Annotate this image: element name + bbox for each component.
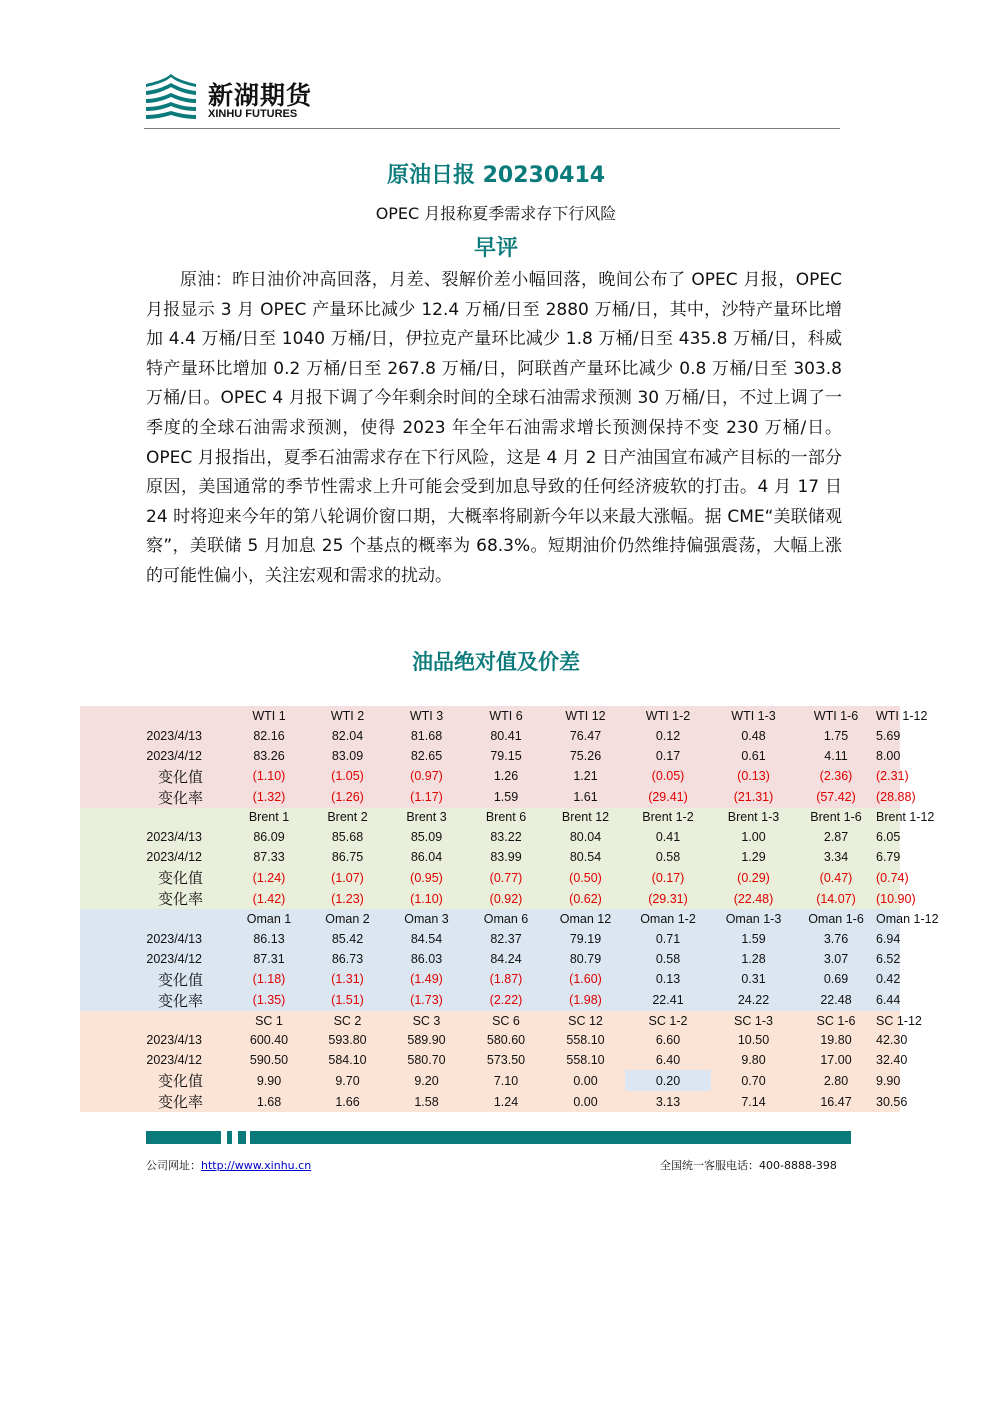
- table-cell: 86.73: [308, 949, 387, 969]
- column-header: Oman 3: [387, 909, 466, 929]
- table-row: [80, 990, 900, 1011]
- table-cell: 84.54: [387, 929, 466, 949]
- table-cell: (1.42): [230, 888, 308, 909]
- table-cell: (29.31): [625, 888, 711, 909]
- table-cell: (2.36): [796, 766, 876, 787]
- table-cell: 22.41: [625, 990, 711, 1011]
- table-cell: (2.22): [466, 990, 546, 1011]
- column-header: Brent 2: [308, 808, 387, 828]
- column-header: Brent 1-12: [876, 808, 900, 828]
- footer-hotline: 全国统一客服电话：400-8888-398: [660, 1159, 837, 1172]
- table-cell: 1.29: [711, 847, 796, 867]
- table-cell: 85.09: [387, 827, 466, 847]
- row-label: 变化值: [80, 1070, 230, 1091]
- column-header: SC 12: [546, 1011, 625, 1031]
- table-cell: 22.48: [796, 990, 876, 1011]
- logo-english-name: XINHU FUTURES: [208, 108, 298, 120]
- table-cell: 32.40: [876, 1050, 900, 1070]
- column-header: WTI 1: [230, 706, 308, 726]
- table-cell: 8.00: [876, 746, 900, 766]
- table-cell: 80.54: [546, 847, 625, 867]
- table-cell: (57.42): [796, 787, 876, 808]
- column-header: WTI 2: [308, 706, 387, 726]
- column-header: WTI 3: [387, 706, 466, 726]
- table-cell: 5.69: [876, 726, 900, 746]
- table-cell: 6.05: [876, 827, 900, 847]
- table-cell: (29.41): [625, 787, 711, 808]
- row-label: 变化值: [80, 766, 230, 787]
- column-header: Oman 1: [230, 909, 308, 929]
- column-header: Oman 12: [546, 909, 625, 929]
- table-cell: 0.61: [711, 746, 796, 766]
- column-header: SC 2: [308, 1011, 387, 1031]
- header-divider: [144, 128, 840, 129]
- table-cell: 1.61: [546, 787, 625, 808]
- table-cell: (1.35): [230, 990, 308, 1011]
- table-row: [80, 746, 900, 766]
- table-cell: 0.13: [625, 969, 711, 990]
- website-link[interactable]: http://www.xinhu.cn: [201, 1159, 312, 1172]
- table-row: [80, 1050, 900, 1070]
- table-cell: (14.07): [796, 888, 876, 909]
- table-cell: 85.68: [308, 827, 387, 847]
- table-cell: (0.77): [466, 867, 546, 888]
- table-cell: (1.10): [230, 766, 308, 787]
- table-cell: (0.62): [546, 888, 625, 909]
- column-header: Brent 1-2: [625, 808, 711, 828]
- table-cell: (28.88): [876, 787, 900, 808]
- table-cell: 3.76: [796, 929, 876, 949]
- row-label: 变化率: [80, 787, 230, 808]
- column-header: Oman 1-3: [711, 909, 796, 929]
- row-label: 2023/4/13: [80, 827, 230, 847]
- table-cell: 0.00: [546, 1070, 625, 1091]
- table-cell: (0.50): [546, 867, 625, 888]
- table-cell: (1.60): [546, 969, 625, 990]
- table-cell: 84.24: [466, 949, 546, 969]
- header-blank-cell: [80, 909, 230, 929]
- table-cell: (0.74): [876, 867, 900, 888]
- table-row: [80, 949, 900, 969]
- table-cell: (2.31): [876, 766, 900, 787]
- table-cell: 86.03: [387, 949, 466, 969]
- table-cell: 0.58: [625, 847, 711, 867]
- table-cell: 1.59: [466, 787, 546, 808]
- logo-chinese-name: 新湖期货: [208, 81, 313, 110]
- column-header: SC 1-2: [625, 1011, 711, 1031]
- table-cell: 19.80: [796, 1030, 876, 1050]
- table-cell: 0.17: [625, 746, 711, 766]
- section-heading-morning-review: 早评: [473, 236, 518, 261]
- row-label: 2023/4/12: [80, 1050, 230, 1070]
- sc-header-row: [80, 1011, 900, 1031]
- table-cell: 80.79: [546, 949, 625, 969]
- table-cell: 580.60: [466, 1030, 546, 1050]
- table-cell: 7.14: [711, 1091, 796, 1112]
- table-cell: 0.12: [625, 726, 711, 746]
- table-cell: 80.41: [466, 726, 546, 746]
- table-cell: 79.15: [466, 746, 546, 766]
- footer-site-label: 公司网址：: [146, 1159, 201, 1172]
- table-cell: 1.66: [308, 1091, 387, 1112]
- table-cell: 80.04: [546, 827, 625, 847]
- table-cell: 82.16: [230, 726, 308, 746]
- table-cell: 1.59: [711, 929, 796, 949]
- table-cell: 1.68: [230, 1091, 308, 1112]
- row-label: 变化率: [80, 1091, 230, 1112]
- table-cell: 75.26: [546, 746, 625, 766]
- table-cell: 573.50: [466, 1050, 546, 1070]
- table-cell: 82.37: [466, 929, 546, 949]
- table-row: [80, 847, 900, 867]
- table-cell: 79.19: [546, 929, 625, 949]
- row-label: 变化率: [80, 888, 230, 909]
- table-cell: 0.42: [876, 969, 900, 990]
- table-cell: 9.70: [308, 1070, 387, 1091]
- table-cell: 83.09: [308, 746, 387, 766]
- row-label: 变化值: [80, 969, 230, 990]
- table-cell: 0.58: [625, 949, 711, 969]
- table-cell: 1.00: [711, 827, 796, 847]
- column-header: Brent 6: [466, 808, 546, 828]
- table-cell: 0.20: [625, 1070, 711, 1091]
- table-cell: 82.04: [308, 726, 387, 746]
- table-cell: (22.48): [711, 888, 796, 909]
- table-cell: (1.73): [387, 990, 466, 1011]
- table-cell: 86.04: [387, 847, 466, 867]
- table-row: [80, 766, 900, 787]
- table-cell: 1.28: [711, 949, 796, 969]
- table-cell: 7.10: [466, 1070, 546, 1091]
- table-cell: 1.58: [387, 1091, 466, 1112]
- column-header: Oman 6: [466, 909, 546, 929]
- table-cell: 0.48: [711, 726, 796, 746]
- wave-logo-icon: [144, 72, 198, 124]
- table-cell: 4.11: [796, 746, 876, 766]
- table-cell: 1.75: [796, 726, 876, 746]
- footer-website: [146, 1157, 311, 1173]
- section-heading-price-spreads: 油品绝对值及价差: [412, 650, 580, 674]
- column-header: SC 1-12: [876, 1011, 900, 1031]
- table-cell: 86.09: [230, 827, 308, 847]
- table-cell: 86.75: [308, 847, 387, 867]
- table-cell: 558.10: [546, 1030, 625, 1050]
- column-header: SC 1-3: [711, 1011, 796, 1031]
- table-cell: (1.17): [387, 787, 466, 808]
- wti-header-row: [80, 706, 900, 726]
- table-cell: (1.87): [466, 969, 546, 990]
- table-cell: (0.29): [711, 867, 796, 888]
- table-cell: 76.47: [546, 726, 625, 746]
- column-header: WTI 1-6: [796, 706, 876, 726]
- column-header: Brent 3: [387, 808, 466, 828]
- column-header: Oman 2: [308, 909, 387, 929]
- table-cell: (1.31): [308, 969, 387, 990]
- row-label: 2023/4/12: [80, 847, 230, 867]
- table-cell: 0.71: [625, 929, 711, 949]
- table-cell: 87.31: [230, 949, 308, 969]
- table-cell: 30.56: [876, 1091, 900, 1112]
- table-cell: (10.90): [876, 888, 900, 909]
- table-cell: (21.31): [711, 787, 796, 808]
- column-header: WTI 1-2: [625, 706, 711, 726]
- row-label: 2023/4/13: [80, 1030, 230, 1050]
- table-cell: (0.92): [466, 888, 546, 909]
- table-cell: 85.42: [308, 929, 387, 949]
- table-cell: 83.99: [466, 847, 546, 867]
- column-header: WTI 6: [466, 706, 546, 726]
- table-cell: 558.10: [546, 1050, 625, 1070]
- table-cell: 0.69: [796, 969, 876, 990]
- table-cell: 593.80: [308, 1030, 387, 1050]
- table-cell: 0.41: [625, 827, 711, 847]
- table-cell: (0.47): [796, 867, 876, 888]
- row-label: 变化率: [80, 990, 230, 1011]
- table-cell: 6.52: [876, 949, 900, 969]
- table-cell: 580.70: [387, 1050, 466, 1070]
- table-cell: 0.31: [711, 969, 796, 990]
- table-row: [80, 888, 900, 909]
- table-cell: 6.60: [625, 1030, 711, 1050]
- table-cell: 1.24: [466, 1091, 546, 1112]
- table-cell: (0.05): [625, 766, 711, 787]
- table-cell: 17.00: [796, 1050, 876, 1070]
- table-cell: 83.22: [466, 827, 546, 847]
- table-cell: 6.44: [876, 990, 900, 1011]
- table-cell: 6.40: [625, 1050, 711, 1070]
- row-label: 变化值: [80, 867, 230, 888]
- table-cell: (1.05): [308, 766, 387, 787]
- table-cell: 0.00: [546, 1091, 625, 1112]
- table-cell: (1.32): [230, 787, 308, 808]
- price-spread-table: [80, 706, 939, 1112]
- table-row: [80, 726, 900, 746]
- table-row: [80, 867, 900, 888]
- table-cell: 24.22: [711, 990, 796, 1011]
- table-cell: 6.79: [876, 847, 900, 867]
- header-blank-cell: [80, 808, 230, 828]
- table-cell: 10.50: [711, 1030, 796, 1050]
- table-cell: 1.26: [466, 766, 546, 787]
- table-cell: (1.24): [230, 867, 308, 888]
- column-header: Oman 1-12: [876, 909, 900, 929]
- table-cell: (1.26): [308, 787, 387, 808]
- table-cell: 16.47: [796, 1091, 876, 1112]
- column-header: Brent 1-3: [711, 808, 796, 828]
- table-cell: 589.90: [387, 1030, 466, 1050]
- oman-header-row: [80, 909, 900, 929]
- table-cell: 600.40: [230, 1030, 308, 1050]
- table-cell: (0.95): [387, 867, 466, 888]
- table-cell: 584.10: [308, 1050, 387, 1070]
- table-row: [80, 787, 900, 808]
- table-cell: (1.10): [387, 888, 466, 909]
- table-cell: 2.80: [796, 1070, 876, 1091]
- table-cell: 9.90: [876, 1070, 900, 1091]
- table-cell: 1.21: [546, 766, 625, 787]
- table-cell: (1.49): [387, 969, 466, 990]
- table-cell: 83.26: [230, 746, 308, 766]
- header-blank-cell: [80, 1011, 230, 1031]
- column-header: Brent 1: [230, 808, 308, 828]
- row-label: 2023/4/12: [80, 949, 230, 969]
- table-cell: 9.80: [711, 1050, 796, 1070]
- column-header: WTI 12: [546, 706, 625, 726]
- row-label: 2023/4/13: [80, 726, 230, 746]
- table-cell: 590.50: [230, 1050, 308, 1070]
- column-header: SC 1: [230, 1011, 308, 1031]
- table-cell: (0.13): [711, 766, 796, 787]
- table-cell: 3.13: [625, 1091, 711, 1112]
- table-cell: 0.70: [711, 1070, 796, 1091]
- table-cell: 9.90: [230, 1070, 308, 1091]
- table-cell: 81.68: [387, 726, 466, 746]
- header-blank-cell: [80, 706, 230, 726]
- table-cell: (1.51): [308, 990, 387, 1011]
- table-row: [80, 929, 900, 949]
- table-body: [80, 706, 939, 1112]
- row-label: 2023/4/12: [80, 746, 230, 766]
- table-cell: 6.94: [876, 929, 900, 949]
- column-header: Oman 1-2: [625, 909, 711, 929]
- table-cell: 9.20: [387, 1070, 466, 1091]
- table-cell: (1.18): [230, 969, 308, 990]
- table-cell: 2.87: [796, 827, 876, 847]
- report-title: 原油日报 20230414: [386, 163, 606, 188]
- column-header: SC 6: [466, 1011, 546, 1031]
- table-cell: (0.17): [625, 867, 711, 888]
- row-label: 2023/4/13: [80, 929, 230, 949]
- column-header: Oman 1-6: [796, 909, 876, 929]
- table-cell: 82.65: [387, 746, 466, 766]
- table-cell: (1.07): [308, 867, 387, 888]
- table-row: [80, 1091, 900, 1112]
- column-header: Brent 12: [546, 808, 625, 828]
- table-cell: (1.23): [308, 888, 387, 909]
- commentary-paragraph: 原油：昨日油价冲高回落，月差、裂解价差小幅回落，晚间公布了 OPEC 月报，OPEC 月报显示 3 月 OPEC 产量环比减少 12.4 万桶/日至 2880 万桶/日，其中，沙特产量环比增加 4.4 万桶/日至 1040 万桶/日，伊拉克产量环比减少 1.8 万桶/日至 435.8 万桶/日，科威特产量环比增加 0.2 万桶/日至 267.8 万桶/日，阿联酋产量环比减少 0.8 万桶/日至 303.8 万桶/日。OPEC 4 月报下调了今年剩余时间的全球石油需求预测 30 万桶/日，不过上调了一季度的全球石油需求预测，使得 2023 年全年石油需求增长预测保持不变 230 万桶/日。OPEC 月报指出，夏季石油需求存在下行风险，这是 4 月 2 日产油国宣布减产目标的一部分原因，美国通常的季节性需求上升可能会受到加息导致的任何经济疲软的打击。4 月 17 日 24 时将迎来今年的第八轮调价窗口期，大概率将刷新今年以来最大涨幅。据 CME“美联储观察”，美联储 5 月加息 25 个基点的概率为 68.3%。短期油价仍然维持偏强震荡，大幅上涨的可能性偏小，关注宏观和需求的扰动。: [146, 270, 842, 586]
- column-header: Brent 1-6: [796, 808, 876, 828]
- company-logo: [144, 72, 334, 124]
- table-cell: 3.07: [796, 949, 876, 969]
- table-cell: 3.34: [796, 847, 876, 867]
- footer-bar: [146, 1131, 851, 1144]
- table-cell: (0.97): [387, 766, 466, 787]
- column-header: SC 1-6: [796, 1011, 876, 1031]
- table-cell: 86.13: [230, 929, 308, 949]
- table-cell: 42.30: [876, 1030, 900, 1050]
- table-row: [80, 1070, 900, 1091]
- table-row: [80, 1030, 900, 1050]
- brent-header-row: [80, 808, 900, 828]
- table-row: [80, 827, 900, 847]
- table-row: [80, 969, 900, 990]
- table-cell: 87.33: [230, 847, 308, 867]
- column-header: WTI 1-12: [876, 706, 900, 726]
- column-header: WTI 1-3: [711, 706, 796, 726]
- table-cell: (1.98): [546, 990, 625, 1011]
- report-subtitle: OPEC 月报称夏季需求存下行风险: [375, 204, 617, 223]
- column-header: SC 3: [387, 1011, 466, 1031]
